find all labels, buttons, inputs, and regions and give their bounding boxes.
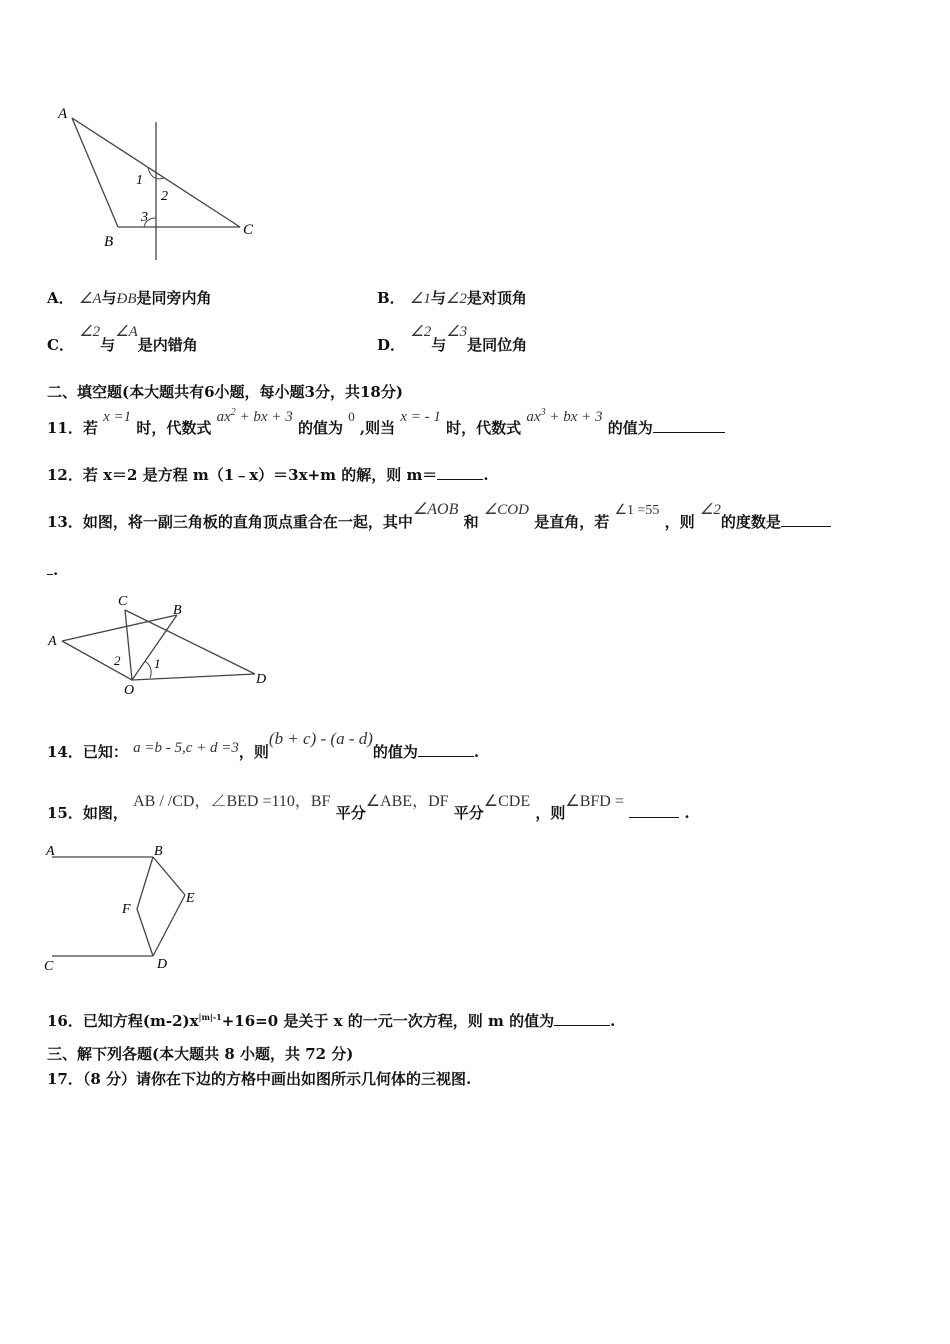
q15-math3: ∠CDE [483,793,531,810]
option-c-math1: ∠2 [79,324,101,340]
q13-t1: 和 [463,513,479,531]
q12-end: . [483,466,489,484]
question-15 [47,788,690,822]
segment-fd [137,909,153,956]
question-11 [47,405,725,437]
option-c-tail: 是内错角 [137,336,198,354]
q11-math2: $ax^2$ + bx + 3 [216,407,293,425]
q15-t2: 平分 [453,804,484,822]
section2-heading: 二、填空题(本大题共有6小题，每小题3分，共18分) [47,383,403,401]
segment-ed [153,895,185,956]
option-c-math2: ∠A [115,324,138,340]
label-b: B [173,603,182,618]
q15-math1: AB / /CD，∠BED =110，BF [133,793,331,810]
label-b: B [154,844,163,859]
option-a-letter: A． [47,289,74,307]
q11-answer-blank[interactable] [653,418,725,433]
option-a-math2: ÐB [116,291,137,307]
segment-ab [62,615,177,641]
q16-answer-blank[interactable] [554,1011,610,1026]
option-a-math1: ∠A [78,291,102,307]
question-16 [47,1010,615,1031]
q13-math1: ∠AOB [412,501,459,518]
option-b-mid: 与 [430,289,446,307]
q14-num: 14．已知： [47,743,128,761]
q16-exponent: |m|-1 [198,1012,222,1022]
label-a: A [48,634,57,649]
option-c-mid: 与 [100,336,116,354]
q16-text-b: +16=0 是关于 x 的一元一次方程，则 m 的值为 [221,1012,555,1030]
figure-set-squares [40,590,280,700]
q11-math1: x =1 [103,409,132,425]
q11-t1: 时，代数式 [136,419,212,437]
q13-t2: 是直角，若 [534,513,610,531]
option-c [47,322,198,354]
q14-answer-blank[interactable] [418,742,474,757]
q16-end: . [610,1012,616,1030]
option-d-tail: 是同位角 [467,336,528,354]
label-angle-2: 2 [114,653,121,668]
label-o: O [124,683,135,698]
option-d-letter: D． [377,336,406,354]
figure-triangle-abc [40,100,270,270]
label-d: D [157,957,168,972]
option-a [47,287,212,308]
q14-math2: (b + c) - (a - d) [268,729,373,748]
label-c: C [243,222,254,238]
label-c: C [44,959,54,974]
option-b-tail: 是对顶角 [466,289,527,307]
section3-heading: 三、解下列各题(本大题共 8 小题，共 72 分) [47,1045,354,1063]
q15-end: . [684,804,690,822]
q15-math2: ∠ABE，DF [365,793,449,810]
option-b-math1: ∠1 [409,291,431,307]
q13-t4: 的度数是 [720,513,781,531]
q14-math1: a =b - 5,c + d =3 [133,740,239,756]
q11-math3: 0 [348,409,355,424]
segment-be [153,857,185,895]
q15-math4: ∠BFD = [565,793,624,810]
q13-math4: ∠2 [699,502,721,518]
q11-t3: ,则当 [359,419,396,437]
option-a-mid: 与 [101,289,117,307]
label-b: B [104,234,114,250]
figure-parallel-lines [40,835,220,975]
q13-cont: . [53,561,59,579]
angle-arc-1 [145,661,151,678]
q11-num: 11．若 [47,419,98,437]
segment-co [125,610,132,680]
option-b-letter: B． [377,289,405,307]
q13-answer-blank[interactable] [781,512,831,527]
q16-text-a: 16．已知方程(m-2)x [47,1012,199,1030]
q13-math2: ∠COD [483,502,529,518]
q14-end: . [473,743,480,761]
label-angle-1: 1 [154,656,161,671]
segment-ao [62,641,132,680]
option-c-letter: C． [47,336,74,354]
question-13 [47,498,831,531]
option-d-math2: ∠3 [446,324,468,340]
q14-t1: ，则 [238,743,269,761]
q15-answer-blank[interactable] [629,803,679,818]
option-b [377,287,527,308]
q11-t4: 时，代数式 [446,419,522,437]
label-d: D [256,672,267,687]
q11-math4: x = - 1 [400,409,441,425]
label-angle-2: 2 [161,189,168,204]
q12-answer-blank[interactable] [437,465,483,480]
q11-t5: 的值为 [607,419,653,437]
q13-math3: ∠1 =55 [614,503,660,518]
q15-t3: ，则 [535,804,566,822]
q13-continuation [47,560,58,579]
label-e: E [186,891,195,906]
q11-math5: $ax^3$ + bx + 3 [526,407,603,425]
q15-t1: 平分 [335,804,366,822]
segment-bf [137,857,153,909]
option-a-tail: 是同旁内角 [136,289,212,307]
label-angle-3: 3 [141,210,148,225]
label-c: C [118,594,128,609]
q12-text: 12．若 x＝2 是方程 m（1﹣x）＝3x+m 的解，则 m＝ [47,466,438,484]
option-d-math1: ∠2 [410,324,432,340]
segment-cd [125,610,255,674]
label-a: A [46,844,55,859]
q11-t2: 的值为 [297,419,343,437]
question-14 [47,728,480,761]
question-12 [47,464,489,485]
q15-num: 15．如图， [47,804,128,822]
q14-t2: 的值为 [372,743,418,761]
option-b-math2: ∠2 [445,291,467,307]
label-f: F [122,902,131,917]
question-17: 17．（8 分）请你在下边的方格中画出如图所示几何体的三视图. [47,1070,472,1088]
q13-t3: ，则 [664,513,695,531]
label-a: A [58,106,68,122]
segment-ab [72,118,118,227]
q13-num: 13．如图，将一副三角板的直角顶点重合在一起，其中 [47,513,413,531]
option-d [377,322,528,354]
option-d-mid: 与 [431,336,447,354]
label-angle-1: 1 [136,173,143,188]
